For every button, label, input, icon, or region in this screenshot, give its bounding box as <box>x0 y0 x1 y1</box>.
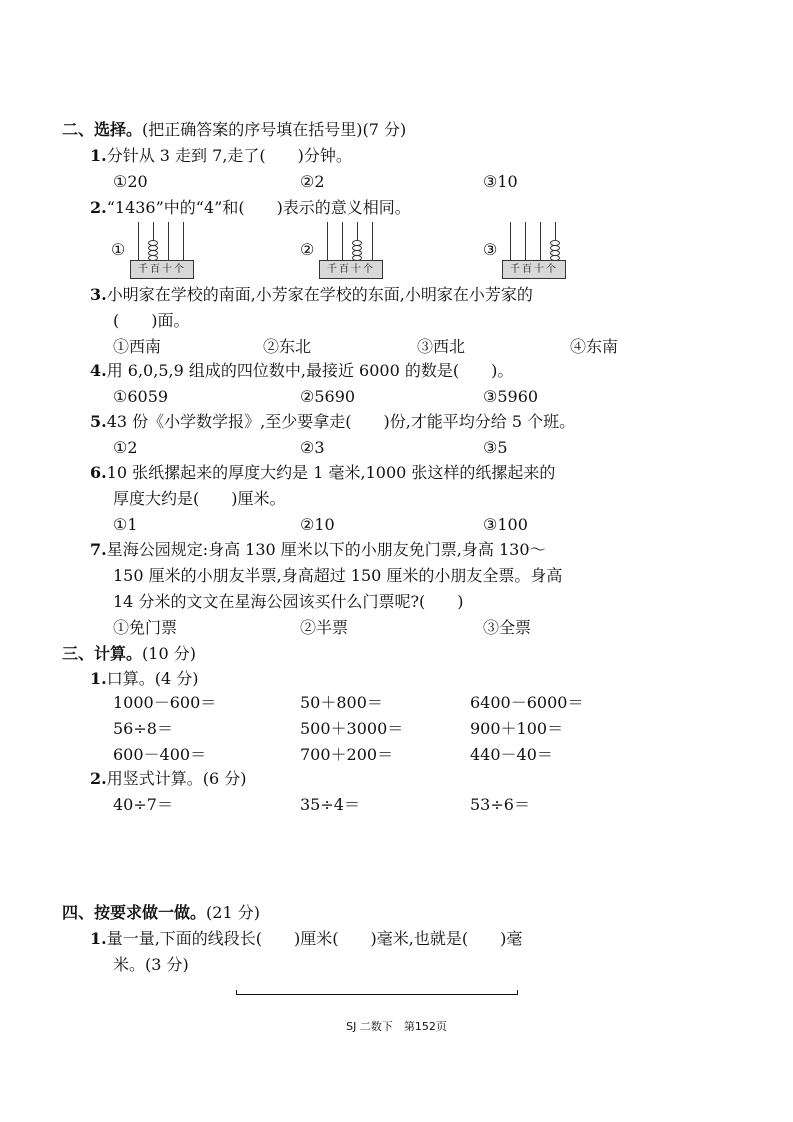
abacus-picture-2 <box>307 222 377 282</box>
question-number: 1. <box>90 146 107 165</box>
question-text: 用竖式计算。(6 分) <box>106 769 247 788</box>
question-number: 4. <box>90 361 107 380</box>
part-2 <box>90 769 246 789</box>
option: ③5 <box>483 438 508 457</box>
calc-item: 900＋100＝ <box>470 719 564 738</box>
option: ②半票 <box>300 618 349 637</box>
option: ②3 <box>300 438 325 457</box>
calc-item: 56÷8＝ <box>113 719 173 738</box>
question-text: 量一量,下面的线段长( )厘米( )毫米,也就是( )毫 <box>106 929 523 948</box>
section-3-note: (10 分) <box>142 644 196 663</box>
option: ②10 <box>300 515 335 534</box>
question-number: 3. <box>90 285 107 304</box>
section-4-title: 四、按要求做一做。 <box>62 903 207 922</box>
question-text: 星海公园规定:身高 130 厘米以下的小朋友免门票,身高 130～ <box>106 540 546 559</box>
calc-item: 500＋3000＝ <box>300 719 404 738</box>
question-3 <box>90 285 533 305</box>
section-3-title: 三、计算。 <box>62 644 143 663</box>
question-7 <box>90 540 546 560</box>
question-1 <box>90 146 352 166</box>
section-4-heading <box>62 903 260 923</box>
calc-item: 440－40＝ <box>470 745 553 764</box>
question-text-continued: ( )面。 <box>113 311 190 330</box>
calc-item: 6400－6000＝ <box>470 693 584 712</box>
question-number: 1. <box>90 669 107 688</box>
question-4-1 <box>90 929 522 949</box>
question-text-continued: 厚度大约是( )厘米。 <box>113 489 286 508</box>
abacus-label: 千百十个 <box>502 260 566 279</box>
question-number: 2. <box>90 769 107 788</box>
question-5 <box>90 412 575 432</box>
calc-item: 700＋200＝ <box>300 745 394 764</box>
section-4-note: (21 分) <box>206 903 260 922</box>
section-2-title: 二、选择。 <box>62 120 143 139</box>
question-6 <box>90 463 555 483</box>
option: ④东南 <box>570 337 619 356</box>
calc-item: 35÷4＝ <box>300 795 360 814</box>
question-number: 6. <box>90 463 107 482</box>
section-2-note: (把正确答案的序号填在括号里)(7 分) <box>142 120 407 139</box>
question-number: 1. <box>90 929 107 948</box>
question-text-continued: 14 分米的文文在星海公园该买什么门票呢?( ) <box>113 592 464 611</box>
abacus-label: 千百十个 <box>319 260 383 279</box>
calc-item: 53÷6＝ <box>470 795 530 814</box>
question-number: 2. <box>90 198 107 217</box>
question-text: “1436”中的“4”和( )表示的意义相同。 <box>106 198 411 217</box>
option: ③5960 <box>483 387 539 406</box>
option: ②5690 <box>300 387 356 406</box>
calc-item: 50＋800＝ <box>300 693 383 712</box>
option: ③100 <box>483 515 528 534</box>
question-number: 7. <box>90 540 107 559</box>
option: ②2 <box>300 172 325 191</box>
question-number: 5. <box>90 412 107 431</box>
question-text: 43 份《小学数学报》,至少要拿走( )份,才能平均分给 5 个班。 <box>106 412 576 431</box>
line-segment <box>236 990 518 995</box>
option: ① <box>111 240 126 259</box>
question-text: 分针从 3 走到 7,走了( )分钟。 <box>106 146 352 165</box>
abacus-label: 千百十个 <box>130 260 194 279</box>
section-2-heading <box>62 120 406 140</box>
question-text-continued: 米。(3 分) <box>113 955 189 974</box>
question-2 <box>90 198 411 218</box>
option: ①免门票 <box>113 618 178 637</box>
section-3-heading <box>62 644 196 664</box>
question-text: 小明家在学校的南面,小芳家在学校的东面,小明家在小芳家的 <box>106 285 533 304</box>
question-text-continued: 150 厘米的小朋友半票,身高超过 150 厘米的小朋友全票。身高 <box>113 566 563 585</box>
option: ①西南 <box>113 337 162 356</box>
option: ①6059 <box>113 387 169 406</box>
option: ② <box>300 240 315 259</box>
option: ③西北 <box>417 337 466 356</box>
option: ③全票 <box>483 618 532 637</box>
part-1 <box>90 669 198 689</box>
option: ①2 <box>113 438 138 457</box>
question-text: 10 张纸摞起来的厚度大约是 1 毫米,1000 张这样的纸摞起来的 <box>106 463 556 482</box>
abacus-picture-1 <box>118 222 188 282</box>
question-text: 口算。(4 分) <box>106 669 199 688</box>
option: ①1 <box>113 515 138 534</box>
abacus-picture-3 <box>490 222 560 282</box>
calc-item: 600－400＝ <box>113 745 207 764</box>
page-footer: SJ 二数下 第152页 <box>346 1020 447 1033</box>
option: ③10 <box>483 172 518 191</box>
option: ③ <box>483 240 498 259</box>
calc-item: 40÷7＝ <box>113 795 173 814</box>
question-text: 用 6,0,5,9 组成的四位数中,最接近 6000 的数是( )。 <box>106 361 514 380</box>
question-4 <box>90 361 513 381</box>
option: ①20 <box>113 172 148 191</box>
option: ②东北 <box>263 337 312 356</box>
calc-item: 1000－600＝ <box>113 693 217 712</box>
